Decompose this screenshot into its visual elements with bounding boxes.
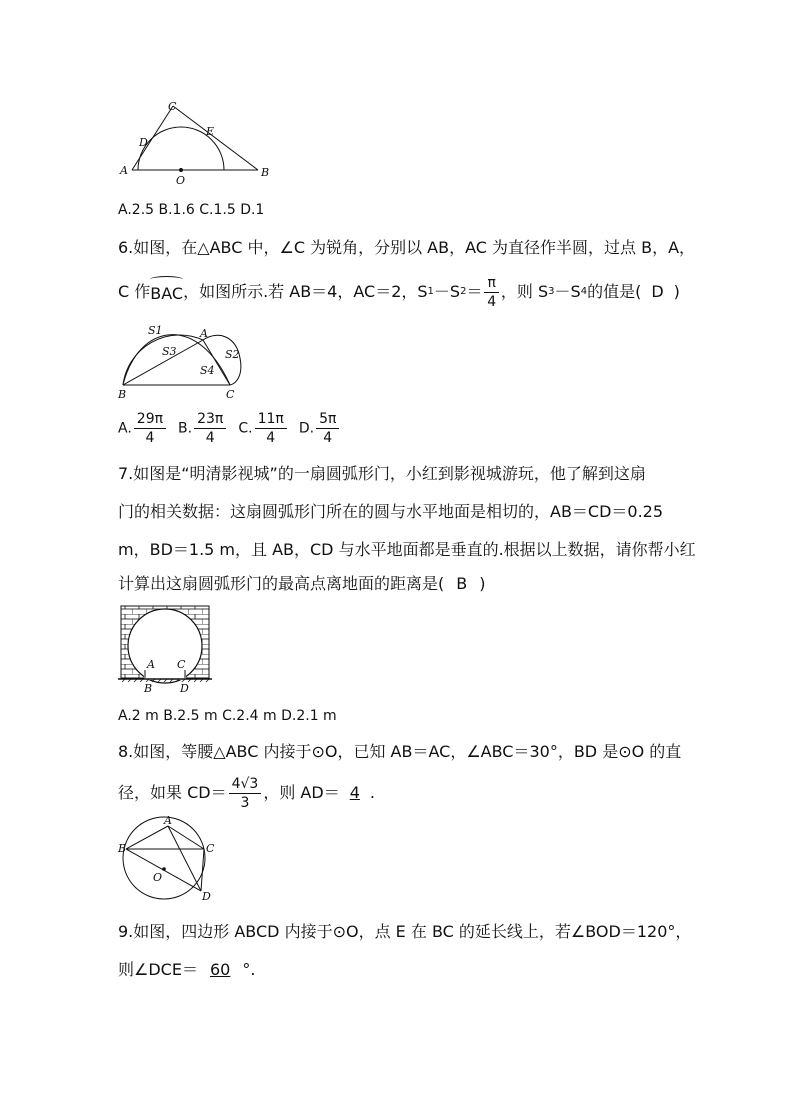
q6-figure bbox=[118, 318, 258, 403]
q7-line1: 7.如图是“明清影视城”的一扇圆弧形门，小红到影视城游玩，他了解到这扇 bbox=[118, 464, 646, 483]
q6-fraction: $\frac{\pi}{4}$ bbox=[484, 274, 498, 311]
label-E: E bbox=[206, 125, 215, 138]
label-B: B bbox=[144, 682, 153, 695]
label-C: C bbox=[226, 388, 235, 401]
label-A: A bbox=[200, 327, 208, 340]
q8-fraction: $\frac{4√3}{3}$ bbox=[229, 775, 262, 812]
q6-option-d: D. $\frac{5\pi}{4}$ bbox=[299, 410, 342, 447]
label-S4: S4 bbox=[200, 364, 215, 377]
label-A: A bbox=[164, 814, 172, 827]
q7-line3: m，BD＝1.5 m，且 AB，CD 与水平地面都是垂直的.根据以上数据，请你帮小红 bbox=[118, 540, 696, 559]
q7-figure bbox=[118, 604, 213, 694]
label-B: B bbox=[118, 842, 127, 855]
q6-option-c: C. $\frac{11\pi}{4}$ bbox=[238, 410, 288, 447]
label-S1: S1 bbox=[148, 324, 163, 337]
label-D: D bbox=[202, 890, 211, 903]
q5-options: A.2.5 B.1.6 C.1.5 D.1 bbox=[118, 202, 265, 218]
label-A: A bbox=[147, 658, 155, 671]
label-C: C bbox=[206, 842, 215, 855]
label-B: B bbox=[118, 388, 127, 401]
label-A: A bbox=[120, 164, 128, 177]
label-O: O bbox=[176, 174, 186, 187]
label-O: O bbox=[153, 871, 163, 884]
q7-answer: B bbox=[456, 574, 468, 593]
q8-answer: 4 bbox=[349, 783, 360, 802]
q9-answer: 60 bbox=[209, 960, 231, 979]
label-D: D bbox=[180, 682, 189, 695]
label-S2: S2 bbox=[225, 348, 240, 361]
q9-line1: 9.如图，四边形 ABCD 内接于⊙O，点 E 在 BC 的延长线上，若∠BOD＝120°， bbox=[118, 922, 692, 941]
q6-line2: C 作 BAC ，如图所示.若 AB＝4，AC＝2，S 1 －S 2 ＝ $\frac{\pi}{4}$ ，则 S 3 －S 4 的值是( D ) bbox=[118, 274, 680, 310]
label-D: D bbox=[139, 136, 148, 149]
q5-figure bbox=[118, 100, 278, 190]
arc-mark bbox=[150, 276, 183, 283]
label-S3: S3 bbox=[162, 345, 177, 358]
q6-line1: 6.如图，在△ABC 中，∠C 为锐角，分别以 AB，AC 为直径作半圆，过点 B，A， bbox=[118, 238, 696, 257]
q8-line2: 径，如果 CD＝ $\frac{4√3}{3}$ ，则 AD＝ 4 . bbox=[118, 775, 375, 811]
arc-BAC: BAC bbox=[150, 284, 184, 303]
q7-line4: 计算出这扇圆弧形门的最高点离地面的距离是( B ) bbox=[118, 574, 486, 593]
q6-option-a: A. $\frac{29\pi}{4}$ bbox=[118, 410, 168, 447]
label-B: B bbox=[261, 166, 270, 179]
label-C: C bbox=[177, 658, 186, 671]
q6-answer: D bbox=[651, 282, 664, 301]
q9-line2: 则∠DCE＝ 60 °. bbox=[118, 960, 256, 979]
q7-options: A.2 m B.2.5 m C.2.4 m D.2.1 m bbox=[118, 708, 337, 724]
q6-options bbox=[118, 410, 341, 447]
q8-line1: 8.如图，等腰△ABC 内接于⊙O，已知 AB＝AC，∠ABC＝30°，BD 是⊙O 的直 bbox=[118, 742, 682, 761]
label-C: C bbox=[168, 100, 177, 113]
q6-option-b: B. $\frac{23\pi}{4}$ bbox=[178, 410, 228, 447]
q8-figure bbox=[118, 815, 218, 905]
q7-line2: 门的相关数据：这扇圆弧形门所在的圆与水平地面是相切的，AB＝CD＝0.25 bbox=[118, 502, 664, 521]
